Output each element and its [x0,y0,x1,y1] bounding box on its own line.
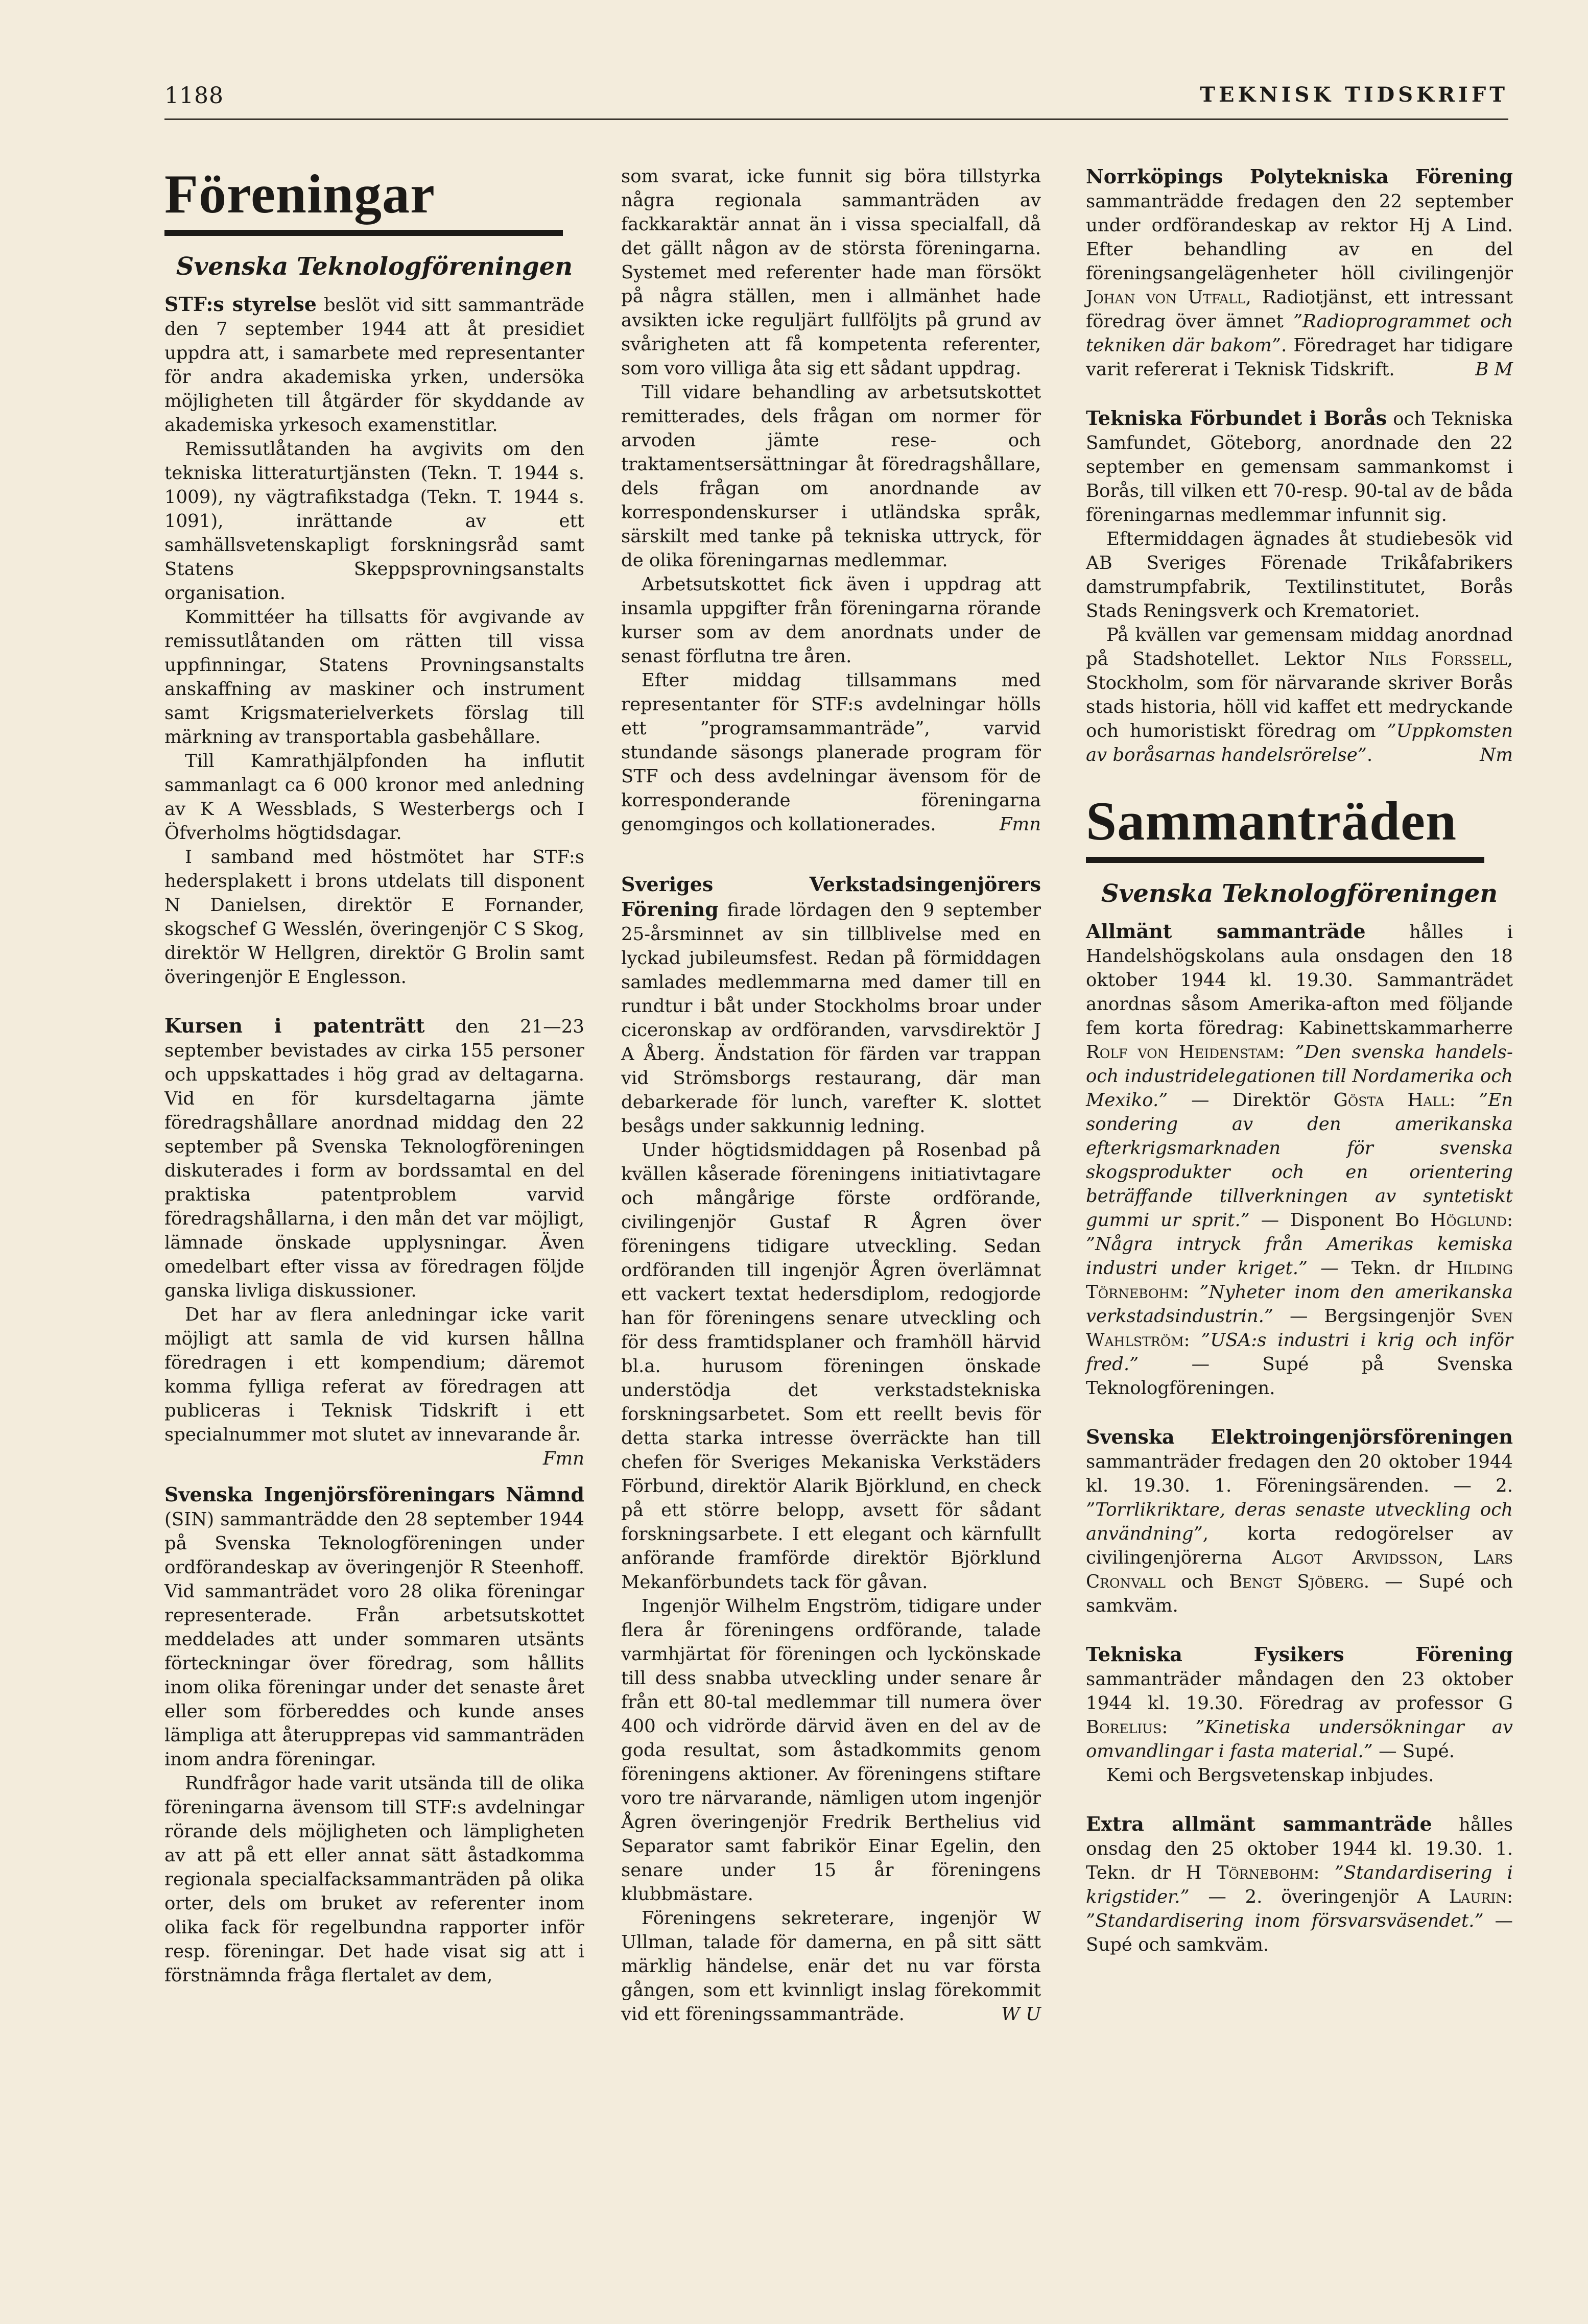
page-number: 1188 [164,83,224,109]
paragraph-text: , Radiotjänst, ett intressant föredrag över ämnet [1086,287,1513,332]
person-name: Laurin [1449,1886,1507,1907]
paragraph-text: — Supé. [1379,1741,1455,1762]
paragraph-heading: Kursen i patenträtt [164,1014,425,1037]
paragraph: Remissutlåtanden ha avgivits om den tekniska litteraturtjänsten (Tekn. T. 1944 s. 1009), ny vägtrafikstadga (Tekn. T. 1944 s. 1091), inrättande av ett samhällsvetenskapligt forskningsråd samt Statens Skeppsprovningsanstalts organisation. [164,439,584,604]
person-name: Törnebohm [1216,1862,1314,1883]
spacer [1086,767,1513,792]
person-name: Borelius [1086,1717,1162,1738]
paragraph-text: — Supé och samkväm. [1086,1910,1513,1955]
signature: Fmn [999,814,1041,835]
paragraph-text: . — Supé och samkväm. [1086,1571,1513,1616]
paragraph-text: På kvällen var gemensam middag anordnad på Stadshotellet. Lektor [1086,625,1513,669]
person-name: Sven Wahlström [1086,1306,1513,1351]
paragraph [164,1014,584,1303]
person-name: Höglund [1430,1210,1507,1231]
lecture-title: ”Kinetiska undersökningar av omvandlingar i fasta material.” [1086,1717,1513,1762]
paragraph-text: sammanträdde fredagen den 22 september under ordförandeskap av rektor Hj A Lind. Efter behandling av en del föreningsangelägenheter höll civilingenjör [1086,191,1513,284]
subsection-title: Svenska Teknologföreningen [1101,879,1498,908]
signature: W U [1001,2004,1041,2025]
paragraph-text: Föreningens sekreterare, ingenjör W Ullman, talade för damerna, en på sitt sätt märklig händelse, enär det nu var första gången, som ett kvinnligt inslag förekommit vid ett föreningssammanträde. [621,1908,1041,2025]
paragraph: Extra allmänt sammanträde hålles onsdag den 25 oktober 1944 kl. 19.30. 1. Tekn. dr H Törnebohm: ”Standardisering i krigstider.” — 2. överingenjör A Laurin: ”Standardisering inom försvarsväsendet.” — Supé och samkväm. [1086,1812,1513,1955]
paragraph [164,292,584,437]
paragraph-heading: Tekniska Fysikers Förening [1086,1643,1513,1666]
paragraph: Eftermiddagen ägnades åt studiebesök vid AB Sveriges Förenade Trikåfabrikers damstrumpfabrik, Textilinstitutet, Borås Stads Reningsverk och Krematoriet. [1086,529,1513,621]
paragraph: Allmänt sammanträde hålles i Handelshögskolans aula onsdagen den 18 oktober 1944 kl. 19.30. Sammanträdet anordnas såsom Amerika-afton med följande fem korta föredrag: Kabinettskammarherre Rolf von Heidenstam: ”Den svenska handels- och industridelegationen till Nordamerika och Mexiko.” — Direktör Gösta Hall: ”En sondering av den amerikanska efterkrigsmarknaden för svenska skogsprodukter och en orientering beträffande tillverkningen av syntetiskt gummi ur sprit.” — Disponent Bo Höglund: ”Några intryck från Amerikas kemiska industri under kriget.” — Tekn. dr Hilding Törnebohm: ”Nyheter inom den amerikanska verkstadsindustrin.” — Bergsingenjör Sven Wahlström: ”USA:s industri i krig och inför fred.” — Supé på Svenska Teknologföreningen. [1086,920,1513,1399]
spacer [1086,1400,1513,1425]
paragraph-heading: STF:s styrelse [164,293,317,316]
column-2 [621,164,1041,2026]
paragraph-text: den 21—23 september bevistades av cirka 155 personer och uppskattades i hög grad av deltagarna. Vid en för kursdeltagarna jämte föredragshållare anordnad middag den 22 september på Svenska Teknologföreningen diskuterades i form av bordssamtal en del praktiska patentproblem varvid föredragshållarna, i den mån det var möjligt, lämnade önskade upplysningar. Även omedelbart efter vissa av föredragen följde ganska livliga diskussioner. [164,1016,584,1301]
person-name: Gösta Hall [1333,1090,1450,1111]
person-name: Nils Forssell [1368,649,1507,669]
paragraph-text: och [1181,1571,1214,1592]
paragraph [621,1906,1041,2026]
paragraph-heading: Sveriges Verkstadsingenjörers Förening [621,873,1041,921]
paragraph-heading: Extra allmänt sammanträde [1086,1812,1432,1835]
paragraph [1086,623,1513,767]
paragraph-text: — Bergsingenjör [1289,1306,1455,1327]
paragraph-text: . Föredraget har tidigare varit refererat i Teknisk Tidskrift. [1086,335,1513,380]
header-rule [164,118,1508,120]
lecture-title: ”Standardisering inom försvarsväsendet.” [1086,1910,1484,1931]
section-title-sammantraden: Sammanträden [1086,791,1457,852]
spacer [164,1447,584,1482]
paragraph-text: . [1366,745,1373,765]
lecture-title: ”Torrlikriktare, deras senaste utveckling och användning” [1086,1499,1513,1544]
lecture-title: ”Den svenska handels- och industridelegationen till Nordamerika och Mexiko.” [1086,1042,1513,1111]
paragraph-heading: Svenska Ingenjörsföreningars Nämnd [164,1483,584,1506]
paragraph: Till vidare behandling av arbetsutskottet remitterades, dels frågan om normer för arvoden jämte rese- och traktamentsersättningar åt föredragshållare, dels frågan om anordnande av korrespondenskurser i utländska språk, särskilt med tanke på tekniska uttryck, för de olika föreningarnas medlemmar. [621,382,1041,571]
paragraph-heading: Allmänt sammanträde [1086,920,1366,943]
paragraph-text: Det har av flera anledningar icke varit möjligt att samla de vid kursen hållna föredragen i ett kompendium; däremot komma fylliga referat av föredragen att publiceras i Teknisk Tidskrift i ett specialnummer mot slutet av innevarande år. [164,1304,584,1445]
paragraph-text: (SIN) sammanträdde den 28 september 1944 på Svenska Teknologföreningen under ordförandeskap av överingenjör R Steenhoff. Vid sammanträdet voro 28 olika föreningar representerade. Från arbetsutskottet meddelades att under sommaren utsänts förteckningar över föredrag, som hållits inom olika föreningar under det senaste året eller som förbereddes och kunde anses lämpliga att återupprepas vid sammanträden inom andra föreningar. [164,1509,584,1770]
lecture-title: ”Några intryck från Amerikas kemiska industri under kriget.” [1086,1234,1513,1279]
paragraph-text: — Supé på Svenska Teknologföreningen. [1086,1354,1513,1399]
spacer [621,836,1041,872]
paragraph-text: hålles i Handelshögskolans aula onsdagen den 18 oktober 1944 kl. 19.30. Sammanträdet anordnas såsom Amerika-afton med följande fem korta föredrag: Kabinettskammarherre [1086,922,1513,1039]
paragraph: Kemi och Bergsvetenskap inbjudes. [1106,1765,1434,1786]
paragraph: Rundfrågor hade varit utsända till de olika föreningarna ävensom till STF:s avdelningar rörande dels möjligheten och lämpligheten av att på ett eller annat sätt åstadkomma regionala specialfacksammanträden på olika orter, dels om bruket av referenter inom olika fack för regelbundna rapporter inför resp. föreningar. Det hade visat sig att i förstnämnda fråga flertalet av dem, [164,1773,584,1986]
paragraph-text: — 2. överingenjör A [1208,1886,1431,1907]
paragraph-text: — Direktör [1191,1090,1310,1111]
lecture-title: ”Standardisering i krigstider.” [1086,1862,1513,1907]
paragraph-heading: Tekniska Förbundet i Borås [1086,406,1387,429]
person-name: Rolf von Heidenstam [1086,1042,1279,1063]
paragraph: Kommittéer ha tillsatts för avgivande av remissutlåtanden om rätten till vissa uppfinningar, Statens Provningsanstalts anskaffning av maskiner och instrument samt Krigsmaterielverkets förslag till märkning av transportabla gasbehållare. [164,607,584,748]
paragraph [164,1303,584,1469]
spacer [164,989,584,1014]
paragraph-text: beslöt vid sitt sammanträde den 7 september 1944 att åt presidiet uppdra att, i samarbete med representanter för andra akademiska yrken, undersöka möjligheten till åtgärder för skyddande av akademiska yrkesoch examenstitlar. [164,295,584,436]
person-name: Bengt Sjöberg [1229,1571,1364,1592]
paragraph [1086,164,1513,381]
paragraph-text: och Tekniska Samfundet, Göteborg, anordnade den 22 september en gemensam sammankomst i Borås, till vilken ett 70-resp. 90-tal av de båda föreningarnas medlemmar infunnit sig. [1086,409,1513,525]
paragraph [621,668,1041,836]
paragraph-text: , Stockholm, som för närvarande skriver Borås stads historia, höll vid kaffet ett medryckande och humoristiskt föredrag om [1086,649,1513,741]
paragraph: Till Kamrathjälpfonden ha influtit sammanlagt ca 6 000 kronor med anledning av K A Wessblads, S Westerbergs och I Öfverholms högtidsdagar. [164,751,584,844]
paragraph-text: sammanträder fredagen den 20 oktober 1944 kl. 19.30. 1. Föreningsärenden. — 2. [1086,1451,1513,1496]
paragraph-text: sammanträder måndagen den 23 oktober 1944 kl. 19.30. Föredrag av professor G [1086,1669,1513,1714]
paragraph: Ingenjör Wilhelm Engström, tidigare under flera år föreningens ordförande, talade varmhjärtat för föreningen och lyckönskade till dess snabba utveckling under senare år från ett 80-tal medlemmar till numera över 400 och vidrörde därvid även en del av de goda resultat, som åstadkommits genom föreningens aktioner. Av föreningens stiftare voro tre närvarande, nämligen utom ingenjör Ågren överingenjör Fredrik Berthelius vid Separator samt fabrikör Einar Egelin, den senare under 15 år föreningens klubbmästare. [621,1596,1041,1905]
paragraph: Tekniska Fysikers Förening sammanträder måndagen den 23 oktober 1944 kl. 19.30. Föredrag av professor G Borelius: ”Kinetiska undersökningar av omvandlingar i fasta material.” — Supé. [1086,1643,1513,1762]
signature: Nm [1480,745,1513,765]
paragraph: som svarat, icke funnit sig böra tillstyrka några regionala sammanträden av fackkaraktär annat än i vissa specialfall, då det gällt någon av de största föreningarna. Systemet med referenter hade man försökt på några ställen, men i allmänhet hade avsikten icke reguljärt fullföljts på grund av svårigheten att få kompetenta referenter, som voro villiga åta sig ett sådant uppdrag. [621,166,1041,379]
paragraph-text: hålles onsdag den 25 oktober 1944 kl. 19.30. 1. Tekn. dr H [1086,1814,1513,1883]
paragraph-heading: Svenska Elektroingenjörsföreningen [1086,1425,1513,1448]
lecture-title: ”USA:s industri i krig och inför fred.” [1086,1330,1513,1375]
spacer [1086,1787,1513,1812]
paragraph: I samband med höstmötet har STF:s hedersplakett i brons utdelats till disponent N Danielsen, direktör E Fornander, skogschef G Wesslén, överingenjör C S Skog, direktör W Hellgren, direktör G Brolin samt överingenjör E Englesson. [164,847,584,988]
person-name: Hilding Törnebohm [1086,1258,1513,1303]
paragraph-text: — Tekn. dr [1320,1258,1434,1279]
person-name: Johan von Utfall [1086,287,1246,308]
paragraph-text: firade lördagen den 9 september 25-årsminnet av sin tillblivelse med en lyckad jubileumsfest. Redan på förmiddagen samlades medlemmarna med damer till en rundtur i båt under Stockholms broar under ciceronskap av ordföranden, varvsdirektör J A Åberg. Ändstation för färden var trappan vid Strömsborgs restaurang, där man debarkerade för lunch, varefter K. slottet besågs under sakkunnig ledning. [621,900,1041,1137]
paragraph-text: Efter middag tillsammans med representanter för STF:s avdelningar hölls ett ”programsammanträde”, varvid stundande säsongs planerade program för STF och dess avdelningar ävensom för de korresponderande föreningarna genomgingos och kollationerades. [621,670,1041,835]
paragraph [621,872,1041,1138]
paragraph-text: — Disponent Bo [1261,1210,1419,1231]
person-name: Algot Arvidsson, Lars Cronvall [1086,1547,1513,1592]
spacer [1086,381,1513,406]
paragraph [1086,1425,1513,1618]
lecture-title: ”Uppkomsten av boråsarnas handelsrörelse” [1086,721,1513,765]
lecture-title: ”En sondering av den amerikanska efterkrigsmarknaden för svenska skogsprodukter och en orientering beträffande tillverkningen av syntetiskt gummi ur sprit.” [1086,1090,1513,1231]
journal-title: TEKNISK TIDSKRIFT [1200,83,1508,107]
section-title-foreningar: Föreningar [164,164,435,225]
lecture-title: ”Nyheter inom den amerikanska verkstadsindustrin.” [1086,1282,1513,1327]
column-3 [1086,164,1513,1957]
spacer [1086,1618,1513,1642]
paragraph [1086,406,1513,527]
signature: B M [1475,359,1513,380]
column-1 [164,164,584,1987]
subsection-title: Svenska Teknologföreningen [176,252,573,281]
paragraph-text: , korta redogörelser av civilingenjörerna [1086,1523,1513,1568]
paragraph [164,1482,584,1771]
section-rule [1086,857,1484,863]
signature: Fmn [542,1448,584,1469]
paragraph: Under högtidsmiddagen på Rosenbad på kvällen kåserade föreningens initiativtagare och mångårige förste ordförande, civilingenjör Gustaf R Ågren över föreningens tidigare utveckling. Sedan ordföranden till ingenjör Ågren överlämnat ett vackert textat hedersdiplom, redogjorde han för föreningens senare utveckling och för dess framtidsplaner och framhöll härvid bl.a. hurusom föreningen önskade understödja det verkstadstekniska forskningsarbetet. Som ett reellt bevis för detta starka intresse överräckte han till chefen för Sveriges Mekaniska Verkstäders Förbund, direktör Alarik Björklund, en check på ett större belopp, avsett för sådant forskningsarbete. I ett elegant och kärnfullt anförande framförde direktör Björklund Mekanförbundets tack för gåvan. [621,1140,1041,1593]
section-rule [164,230,563,236]
paragraph-heading: Norrköpings Polytekniska Förening [1086,165,1513,188]
lecture-title: ”Radioprogrammet och tekniken där bakom” [1086,311,1513,356]
paragraph: Arbetsutskottet fick även i uppdrag att insamla uppgifter från föreningarna rörande kurser som av dem anordnats under de senast förflutna tre åren. [621,574,1041,667]
